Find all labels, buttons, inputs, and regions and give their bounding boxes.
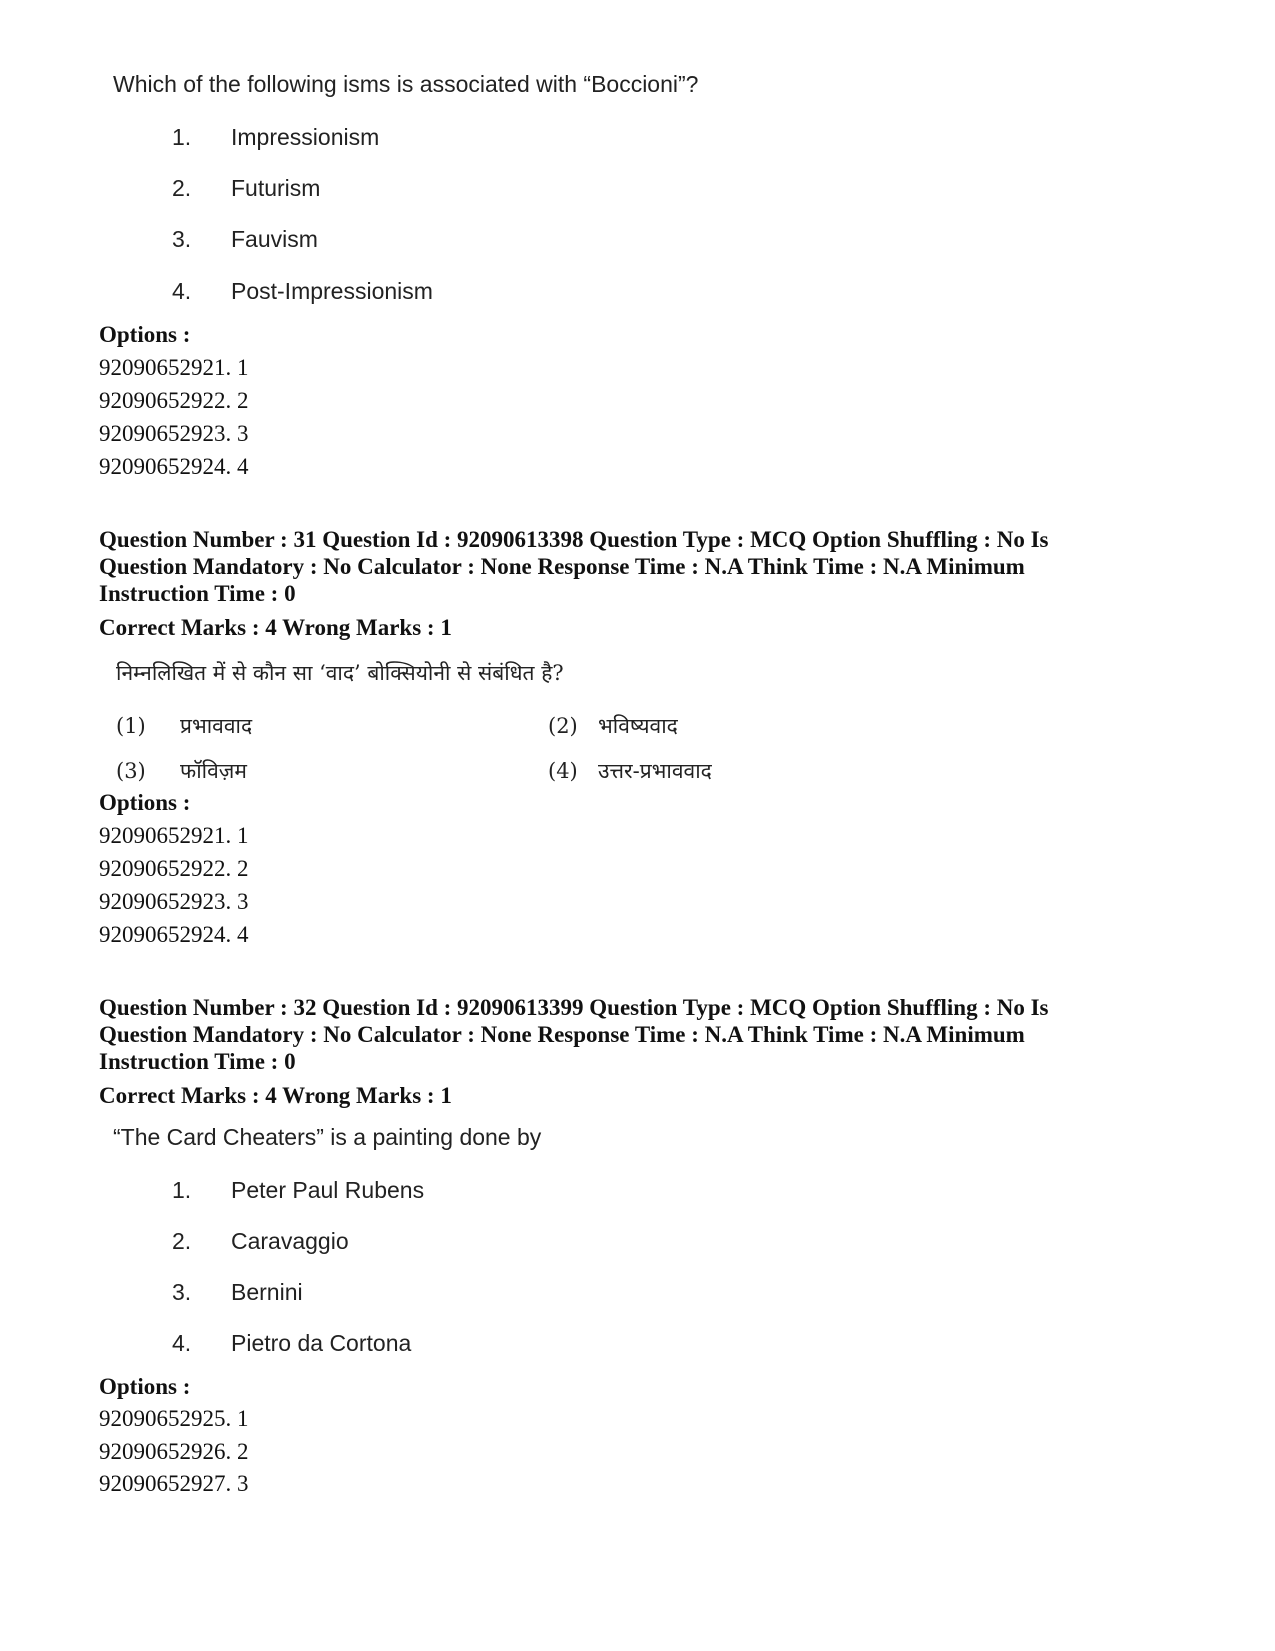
- answer-number: 4.: [172, 278, 192, 304]
- question-31-answer-3: [116, 757, 247, 785]
- options-label: Options :: [99, 1374, 191, 1399]
- option-id: 92090652924. 4: [99, 922, 249, 947]
- question-31-text-hindi: निम्नलिखित में से कौन सा ‘वाद’ बोक्सियोनी से संबंधित है?: [116, 661, 564, 685]
- option-id: 92090652924. 4: [99, 454, 249, 479]
- question-32-meta-line-3: Instruction Time : 0: [99, 1049, 296, 1074]
- options-label: Options :: [99, 322, 191, 347]
- answer-number: (3): [116, 759, 146, 783]
- answer-number: 4.: [172, 1330, 192, 1356]
- question-31-answer-2: [548, 712, 678, 740]
- question-31-meta-line-1: Question Number : 31 Question Id : 92090613398 Question Type : MCQ Option Shuffling : No Is: [99, 527, 1049, 552]
- question-31-meta-line-2: Question Mandatory : No Calculator : None Response Time : N.A Think Time : N.A Minimum: [99, 554, 1025, 579]
- option-id: 92090652921. 1: [99, 823, 249, 848]
- answer-number: (4): [548, 759, 578, 783]
- option-id: 92090652922. 2: [99, 856, 249, 881]
- answer-text: Bernini: [231, 1279, 303, 1305]
- answer-text: फॉविज़म: [180, 759, 247, 783]
- answer-text: Post-Impressionism: [231, 278, 433, 304]
- answer-number: 1.: [172, 124, 192, 150]
- answer-text: Pietro da Cortona: [231, 1330, 412, 1356]
- question-32-meta-line-2: Question Mandatory : No Calculator : None Response Time : N.A Think Time : N.A Minimum: [99, 1022, 1025, 1047]
- option-id: 92090652921. 1: [99, 355, 249, 380]
- answer-text: Impressionism: [231, 124, 380, 150]
- answer-number: (2): [548, 714, 578, 738]
- answer-text: भविष्यवाद: [598, 714, 678, 738]
- option-id: 92090652925. 1: [99, 1406, 249, 1431]
- answer-text: उत्तर-प्रभाववाद: [598, 759, 712, 783]
- answer-text: प्रभाववाद: [180, 714, 253, 738]
- question-32-meta-line-1: Question Number : 32 Question Id : 92090613399 Question Type : MCQ Option Shuffling : No Is: [99, 995, 1049, 1020]
- answer-number: 1.: [172, 1177, 192, 1203]
- question-32-text: “The Card Cheaters” is a painting done by: [113, 1124, 542, 1150]
- option-id: 92090652926. 2: [99, 1439, 249, 1464]
- answer-text: Caravaggio: [231, 1228, 349, 1254]
- option-id: 92090652922. 2: [99, 388, 249, 413]
- question-32-marks: Correct Marks : 4 Wrong Marks : 1: [99, 1083, 452, 1108]
- answer-number: (1): [116, 714, 146, 738]
- question-30-text: Which of the following isms is associated with “Boccioni”?: [113, 71, 699, 97]
- options-label: Options :: [99, 790, 191, 815]
- option-id: 92090652923. 3: [99, 421, 249, 446]
- answer-text: Peter Paul Rubens: [231, 1177, 425, 1203]
- answer-number: 2.: [172, 1228, 192, 1254]
- answer-text: Fauvism: [231, 226, 318, 252]
- question-31-marks: Correct Marks : 4 Wrong Marks : 1: [99, 615, 452, 640]
- answer-number: 3.: [172, 226, 192, 252]
- question-31-answer-4: [548, 757, 712, 785]
- option-id: 92090652923. 3: [99, 889, 249, 914]
- answer-number: 3.: [172, 1279, 192, 1305]
- option-id: 92090652927. 3: [99, 1471, 249, 1496]
- question-31-answer-1: [116, 712, 252, 740]
- answer-text: Futurism: [231, 175, 321, 201]
- question-31-meta-line-3: Instruction Time : 0: [99, 581, 296, 606]
- answer-number: 2.: [172, 175, 192, 201]
